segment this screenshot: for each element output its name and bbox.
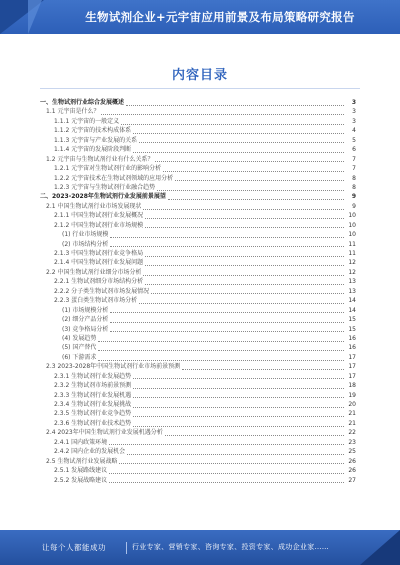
toc-entry[interactable] — [38, 381, 356, 390]
toc-page-number: 15 — [348, 316, 356, 324]
toc-leader-dots — [157, 189, 344, 191]
footer-decor-triangle — [360, 530, 400, 565]
toc-leader-dots — [110, 311, 344, 313]
toc-leader-dots — [151, 292, 344, 294]
toc-page-number: 4 — [352, 127, 356, 135]
toc-entry-title: 2.1.2 中国生物试剂行业市场规模 — [54, 221, 144, 229]
toc-entry[interactable] — [38, 372, 356, 381]
toc-leader-dots — [133, 396, 344, 398]
footer-banner — [0, 530, 400, 565]
report-title: 生物试剂企业+元宇宙应用前景及布局策略研究报告 — [85, 10, 355, 24]
toc-leader-dots — [163, 170, 344, 172]
toc-entry[interactable] — [38, 145, 356, 154]
toc-page-number: 18 — [348, 382, 356, 390]
toc-leader-dots — [121, 123, 344, 125]
toc-leader-dots — [119, 462, 344, 464]
toc-page-number: 12 — [348, 259, 356, 267]
toc-entry-title: 2.5.1 发展路线建议 — [54, 467, 108, 475]
toc-page-number: 21 — [348, 410, 356, 418]
toc-entry[interactable] — [38, 211, 356, 220]
toc-entry-title: 2.4 2023年中国生物试剂行业发展机遇分析 — [46, 429, 163, 437]
toc-entry[interactable] — [38, 476, 356, 485]
toc-page-number: 10 — [348, 221, 356, 229]
toc-leader-dots — [127, 453, 344, 455]
toc-page-number: 11 — [348, 240, 356, 248]
toc-leader-dots — [126, 104, 344, 106]
toc-page-number: 9 — [351, 193, 356, 201]
toc-leader-dots — [165, 434, 344, 436]
toc-entry-title: (5) 国产替代 — [62, 344, 97, 352]
toc-entry-title: 2.5.2 发展战略建议 — [54, 476, 108, 484]
toc-entry-title: (2) 市场结构分析 — [62, 240, 109, 248]
toc-entry[interactable] — [38, 296, 356, 305]
toc-entry-title: 2.1 中国生物试剂行业市场发展现状 — [46, 202, 142, 210]
toc-entry[interactable] — [38, 447, 356, 456]
toc-entry-title: 2.2.2 分子类生物试剂市场发展情况 — [54, 287, 150, 295]
toc-page-number: 25 — [348, 448, 356, 456]
toc-entry-title: 1.2.2 元宇宙技术在生物试剂领域的应用分析 — [54, 174, 174, 182]
toc-page-number: 22 — [348, 429, 356, 437]
toc-leader-dots — [133, 406, 344, 408]
toc-entry[interactable] — [38, 287, 356, 296]
toc-leader-dots — [133, 387, 344, 389]
footer-slogan: 让每个人都能成功 — [42, 543, 106, 552]
toc-entry-title: 一、生物试剂行业综合发展概述 — [40, 99, 125, 106]
toc-entry-title: 2.5 生物试剂行业发展战略 — [46, 457, 118, 465]
toc-page-number: 9 — [352, 202, 356, 210]
toc-page-number: 7 — [352, 165, 356, 173]
toc-entry-title: 2.2.3 蛋白类生物试剂市场分析 — [54, 297, 138, 305]
toc-leader-dots — [143, 274, 344, 276]
toc-entry[interactable] — [38, 428, 356, 437]
toc-entry-title: 1.1.2 元宇宙的技术构成体系 — [54, 127, 132, 135]
footer-experts: 行业专家、营销专家、咨询专家、投资专家、成功企业家…… — [132, 543, 330, 551]
toc-entry-title: 1.1 元宇宙是什么？ — [46, 108, 100, 116]
toc-entry[interactable] — [38, 268, 356, 277]
toc-entry[interactable] — [38, 183, 356, 192]
toc-entry-title: 2.3.4 生物试剂行业发展挑战 — [54, 401, 132, 408]
toc-leader-dots — [110, 236, 344, 238]
toc-leader-dots — [109, 443, 344, 445]
toc-page-number: 14 — [348, 297, 356, 305]
toc-page-number: 26 — [348, 457, 356, 465]
toc-entry[interactable] — [38, 249, 356, 258]
toc-entry-title: (2) 细分产品分析 — [62, 316, 109, 324]
toc-entry[interactable] — [38, 362, 356, 371]
toc-page-number: 21 — [348, 419, 356, 427]
toc-leader-dots — [110, 321, 344, 323]
toc-entry-title: 2.3.2 生物试剂市场前景预测 — [54, 382, 132, 390]
toc-leader-dots — [133, 151, 344, 153]
toc-entry-title: 2.1.3 中国生物试剂行业竞争格局 — [54, 250, 144, 257]
toc-entry[interactable] — [38, 419, 356, 428]
toc-entry-title: (1) 市场规模分析 — [62, 306, 109, 314]
toc-entry[interactable] — [38, 98, 356, 107]
toc-page-number: 23 — [348, 438, 356, 446]
toc-entry-title: 2.3.1 生物试剂行业发展趋势 — [54, 372, 132, 380]
toc-page-number: 20 — [348, 401, 356, 408]
toc-leader-dots — [145, 226, 344, 228]
toc-leader-dots — [133, 415, 344, 417]
header-banner — [0, 0, 400, 34]
toc-leader-dots — [133, 377, 344, 379]
toc-leader-dots — [143, 208, 344, 210]
toc-entry[interactable] — [38, 409, 356, 418]
toc-entry[interactable] — [38, 258, 356, 267]
toc-entry[interactable] — [38, 155, 356, 164]
toc-entry[interactable] — [38, 438, 356, 447]
toc-entry[interactable] — [38, 136, 356, 145]
toc-leader-dots — [110, 245, 344, 247]
toc-entry[interactable] — [38, 343, 356, 352]
toc-page-number: 7 — [352, 155, 356, 163]
toc-leader-dots — [145, 283, 344, 285]
toc-leader-dots — [175, 179, 344, 181]
toc-page-number: 3 — [352, 108, 356, 116]
toc-leader-dots — [109, 472, 344, 474]
toc-leader-dots — [139, 302, 344, 304]
toc-leader-dots — [139, 141, 344, 143]
toc-entry-title: (4) 发展趋势 — [62, 334, 97, 342]
toc-leader-dots — [182, 368, 344, 370]
toc-leader-dots — [133, 132, 344, 134]
toc-divider — [40, 88, 360, 89]
toc-page-number: 10 — [348, 231, 356, 239]
toc-page-number: 3 — [351, 99, 356, 106]
toc-leader-dots — [98, 359, 344, 361]
toc-leader-dots — [110, 330, 344, 332]
toc-leader-dots — [133, 425, 344, 427]
toc-entry-title: 1.1.3 元宇宙与产业发展的关系 — [54, 136, 138, 144]
toc-page-number: 5 — [352, 136, 356, 144]
toc-entry-title: 2.1.4 中国生物试剂行业发展问题 — [54, 259, 144, 267]
header-decor-stripe — [28, 0, 42, 34]
toc-entry-title: 2.3.6 生物试剂行业技术趋势 — [54, 419, 132, 427]
toc-leader-dots — [98, 340, 344, 342]
toc-entry-title: 2.4.1 国内政策环境 — [54, 438, 108, 446]
toc-entry[interactable] — [38, 202, 356, 211]
toc-entry-title: (3) 竞争格局分析 — [62, 325, 109, 333]
toc-entry[interactable] — [38, 391, 356, 400]
toc-page-number: 13 — [348, 278, 356, 286]
toc-entry-title: 1.2.3 元宇宙与生物试剂行业融合趋势 — [54, 183, 156, 191]
toc-page-number: 17 — [348, 353, 356, 361]
toc-leader-dots — [98, 349, 344, 351]
toc-page-number: 11 — [348, 250, 356, 257]
toc-entry-title: 2.3 2023-2028年中国生物试剂行业市场前景预测 — [46, 363, 181, 371]
toc-entry[interactable] — [38, 400, 356, 409]
toc-entry-title: (1) 行业市场规模 — [62, 231, 109, 239]
toc-entry[interactable] — [38, 174, 356, 183]
toc-entry-title: 2.4.2 国内企业的发展机会 — [54, 448, 126, 456]
toc-leader-dots — [109, 481, 344, 483]
toc-entry[interactable] — [38, 315, 356, 324]
toc-entry-title: 1.1.1 元宇宙的一般定义 — [54, 117, 120, 125]
toc-entry-title: 1.1.4 元宇宙的发展阶段判断 — [54, 146, 132, 154]
toc-entry[interactable] — [38, 107, 356, 116]
toc-leader-dots — [101, 113, 344, 115]
toc-leader-dots — [155, 160, 344, 162]
toc-page-number: 17 — [348, 372, 356, 380]
toc-entry[interactable] — [38, 306, 356, 315]
toc-entry-title: (6) 下游需求 — [62, 353, 97, 361]
toc-leader-dots — [145, 217, 344, 219]
toc-entry[interactable] — [38, 117, 356, 126]
toc-entry-title: 1.2 元宇宙与生物试剂行业有什么关系？ — [46, 155, 154, 163]
toc-entry[interactable] — [38, 325, 356, 334]
toc-entry[interactable] — [38, 230, 356, 239]
toc-entry[interactable] — [38, 164, 356, 173]
toc-entry[interactable] — [38, 277, 356, 286]
toc-entry-title: 2.3.3 生物试剂行业发展机遇 — [54, 391, 132, 399]
toc-leader-dots — [145, 264, 344, 266]
toc-page-number: 16 — [348, 334, 356, 342]
toc-entry-title: 2.2.1 生物试剂细分市场结构分析 — [54, 278, 144, 286]
table-of-contents — [38, 98, 356, 485]
toc-page-number: 8 — [352, 183, 356, 191]
toc-leader-dots — [168, 198, 344, 200]
toc-entry[interactable] — [38, 334, 356, 343]
toc-page-number: 13 — [348, 287, 356, 295]
toc-page-number: 16 — [348, 344, 356, 352]
toc-page-number: 15 — [348, 325, 356, 333]
toc-entry[interactable] — [38, 221, 356, 230]
toc-leader-dots — [145, 255, 344, 257]
toc-page-number: 14 — [348, 306, 356, 314]
toc-page-number: 19 — [348, 391, 356, 399]
toc-page-number: 26 — [348, 467, 356, 475]
toc-entry-title: 2.1.1 中国生物试剂行业发展概况 — [54, 212, 144, 220]
toc-page-number: 8 — [352, 174, 356, 182]
toc-page-number: 12 — [348, 268, 356, 276]
toc-entry[interactable] — [38, 240, 356, 249]
toc-entry-title: 1.2.1 元宇宙对生物试剂行业的影响分析 — [54, 165, 162, 173]
toc-entry-title: 二、2023-2028年生物试剂行业发展前景展望 — [40, 193, 166, 201]
toc-page-number: 27 — [348, 476, 356, 484]
toc-entry[interactable] — [38, 192, 356, 201]
toc-entry-title: 2.2 中国生物试剂行业细分市场分析 — [46, 268, 142, 276]
toc-entry[interactable] — [38, 466, 356, 475]
toc-entry[interactable] — [38, 353, 356, 362]
toc-page-number: 17 — [348, 363, 356, 371]
toc-heading: 内容目录 — [171, 68, 228, 83]
footer-divider — [126, 542, 127, 554]
toc-entry[interactable] — [38, 457, 356, 466]
toc-entry-title: 2.3.5 生物试剂行业竞争趋势 — [54, 410, 132, 418]
toc-page-number: 6 — [352, 146, 356, 154]
toc-entry[interactable] — [38, 126, 356, 135]
toc-page-number: 3 — [352, 117, 356, 125]
toc-page-number: 10 — [348, 212, 356, 220]
